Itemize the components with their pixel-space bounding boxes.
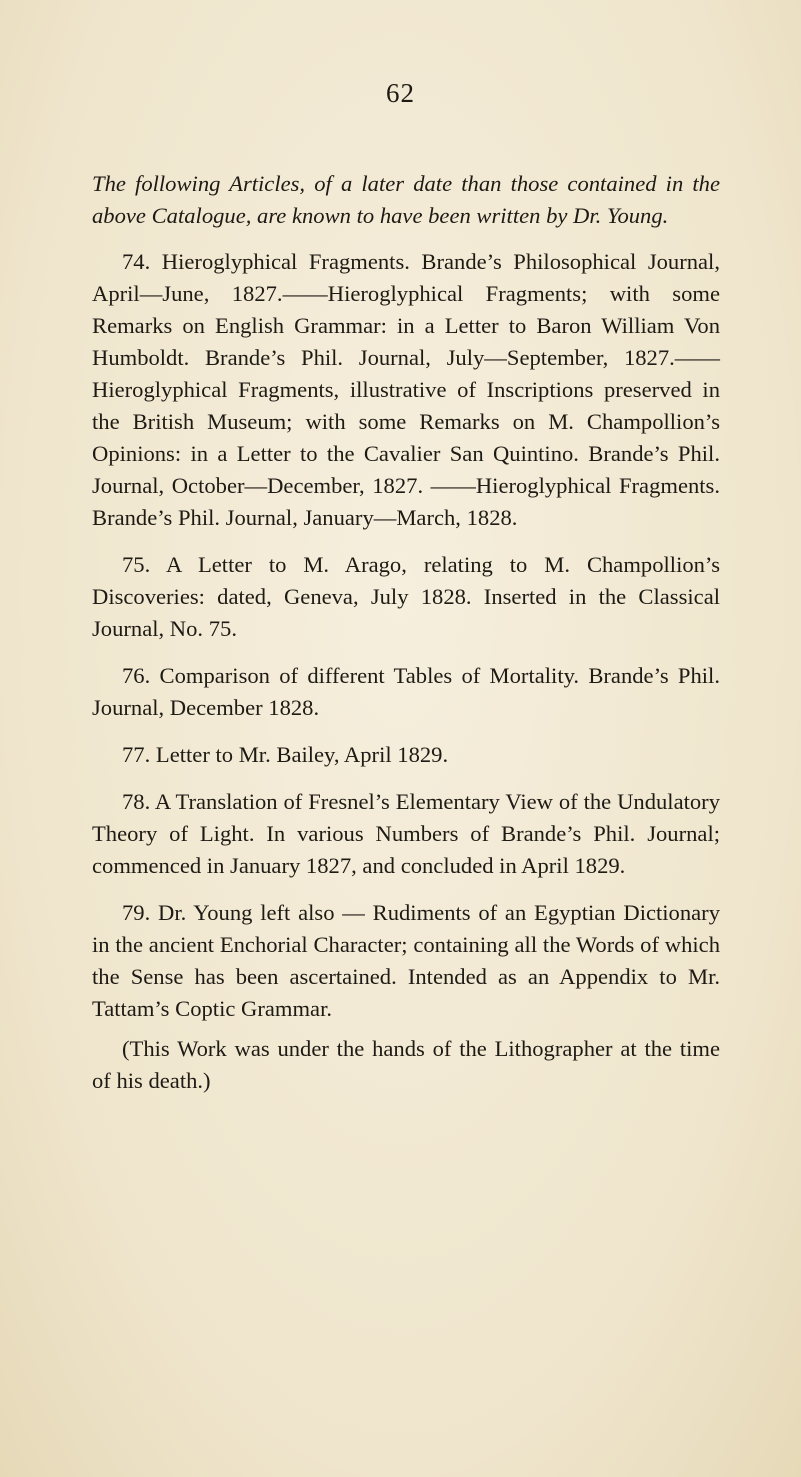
entry-text: Dr. Young left also — Rudiments of an Egyptian Dictionary in the ancient Enchorial Character; containing all the Words of which the Sense has been ascertained. Intended as an Appendix to Mr. Tattam’s Coptic Grammar.	[92, 900, 720, 1021]
entry-number: 78.	[122, 789, 151, 814]
entry-75	[92, 549, 720, 645]
entry-78	[92, 786, 720, 882]
entry-number: 74.	[122, 249, 151, 274]
closing-note: (This Work was under the hands of the Lithographer at the time of his death.)	[92, 1036, 720, 1093]
entry-text: Hieroglyphical Fragments. Brande’s Philosophical Journal, April—June, 1827.——Hieroglyphical Fragments; with some Remarks on English Grammar: in a Letter to Baron William Von Humboldt. Brande’s Phil. Journal, July—September, 1827.——Hieroglyphical Fragments, illustrative of Inscriptions preserved in the British Museum; with some Remarks on M. Champollion’s Opinions: in a Letter to the Cavalier San Quintino. Brande’s Phil. Journal, October—December, 1827. ——Hieroglyphical Fragments. Brande’s Phil. Journal, January—March, 1828.	[92, 249, 720, 530]
entry-79	[92, 897, 720, 1025]
entry-text: Comparison of different Tables of Mortality. Brande’s Phil. Journal, December 1828.	[92, 663, 720, 720]
entry-77	[92, 739, 720, 771]
page-body	[92, 168, 720, 1097]
entry-text: A Letter to M. Arago, relating to M. Champollion’s Discoveries: dated, Geneva, July 1828. Inserted in the Classical Journal, No. 75.	[92, 552, 721, 641]
page-number: 62	[386, 78, 415, 108]
entry-number: 76.	[122, 663, 151, 688]
intro-paragraph: The following Articles, of a later date than those contained in the above Catalogue, are known to have been written by Dr. Young.	[92, 171, 720, 228]
entry-74	[92, 246, 720, 534]
entry-text: A Translation of Fresnel’s Elementary View of the Undulatory Theory of Light. In various Numbers of Brande’s Phil. Journal; commenced in January 1827, and concluded in April 1829.	[92, 789, 720, 878]
entry-number: 77.	[122, 742, 151, 767]
entry-text: Letter to Mr. Bailey, April 1829.	[155, 742, 449, 767]
entry-76	[92, 660, 720, 724]
entry-number: 79.	[122, 900, 151, 925]
entry-number: 75.	[122, 552, 151, 577]
